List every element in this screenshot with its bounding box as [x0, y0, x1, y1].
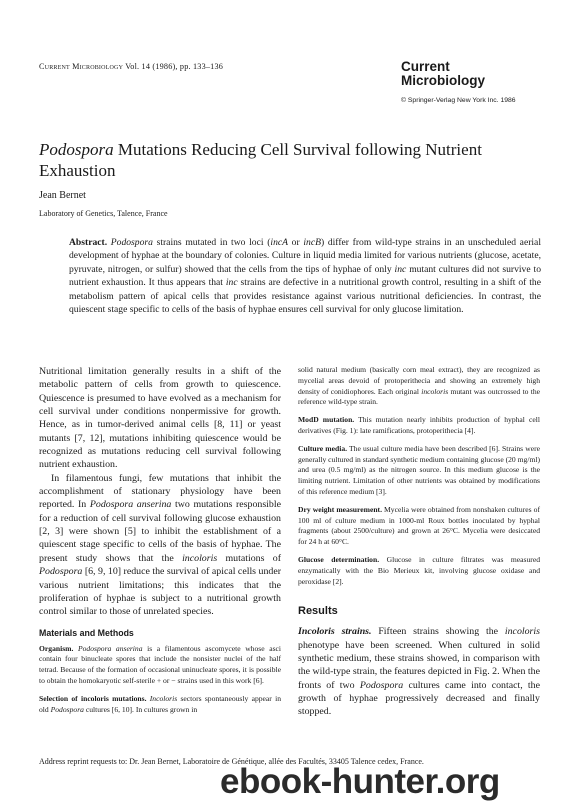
- selection-paragraph: [39, 694, 281, 716]
- intro-paragraph-2: [39, 472, 281, 619]
- text: solid natural medium (basically corn meal extract), they are recognized as mycelial areas devoid of protoperithecia and showing an extremely high density of conidiophores. Each original: [298, 365, 540, 396]
- right-column: [298, 365, 540, 719]
- text: cultures [6, 10]. In cultures grown in: [83, 704, 198, 714]
- text: This mutation nearly inhibits production of hyphal cell derivatives (Fig. 1): late ramifications, protoperithecia [4].: [298, 415, 540, 435]
- culture-label: Culture media.: [298, 443, 348, 453]
- mutation-name: incoloris: [504, 626, 540, 638]
- left-column: [39, 365, 281, 715]
- abstract-incB: incB: [303, 237, 321, 248]
- genus-name: Podospora: [50, 704, 84, 714]
- culture-paragraph: [298, 444, 540, 498]
- logo-line-1: Current: [401, 59, 450, 74]
- title-rest: Mutations Reducing Cell Survival following Nutrient Exhaustion: [39, 140, 482, 180]
- modd-paragraph: [298, 415, 540, 437]
- abstract-text: ) differ from wild-type strains in an unscheduled aerial development of hyphae at the boundary of colonies. Culture in liquid media limited for various nutrients (glucose, acetate, pyruvate, nitrogen, or sulfur) showed that the cells from the tips of hyphae of only: [69, 237, 541, 275]
- text: Fifteen strains showing the: [371, 626, 505, 638]
- glucose-paragraph: [298, 555, 540, 587]
- text: cultures came into contact, the growth of hyphae progressively decreased and finally stopped.: [298, 679, 540, 718]
- methods-heading: Materials and Methods: [39, 627, 134, 638]
- text: Glucose in culture filtrates was measured enzymatically with the Bio Merieux kit, involving glucose oxidase and peroxidase [2].: [298, 554, 540, 586]
- incoloris-label: Incoloris strains.: [298, 626, 372, 638]
- text: two mutations responsible for a reduction of cell survival following glucose exhaustion [2, 3] were shown [5] to inhibit the establishment of a quiescent stage specific to cells of the basis of hyphae. The present study shows that the: [39, 499, 281, 564]
- mutation-name: incoloris: [182, 552, 218, 564]
- journal-logo: [401, 60, 485, 88]
- abstract-text: strains mutated in two loci (: [152, 237, 271, 248]
- dry-weight-paragraph: [298, 505, 540, 548]
- text: phenotype have been screened. When cultured in solid synthetic medium, these strains showed, in comparison with the wild-type strain, the features depicted in Fig. 2. When the fronts of two: [298, 639, 540, 691]
- journal-volume-pages: Vol. 14 (1986), pp. 133–136: [125, 62, 224, 71]
- text: The usual culture media have been described [6]. Strains were generally cultured in standard synthetic medium containing glucose (20 mg/ml) and urea (0.5 mg/ml) as the nitrogen source. In this medium glucose is the limiting nutrient. Limitation of other nutrients was obtained by modifications of this reference medium [3].: [298, 443, 541, 496]
- dry-weight-label: Dry weight measurement.: [298, 504, 382, 514]
- journal-name: Current Microbiology: [39, 62, 124, 71]
- abstract-label: Abstract.: [69, 237, 108, 248]
- abstract-incA: incA: [270, 237, 288, 248]
- title-genus: Podospora: [39, 140, 114, 159]
- text: sectors spontaneously appear in old: [39, 693, 281, 714]
- selection-label: Selection of incoloris mutations.: [39, 693, 147, 703]
- species-name: Podospora anserina: [78, 643, 143, 653]
- copyright: © Springer-Verlag New York Inc. 1986: [401, 97, 516, 104]
- abstract: [69, 236, 541, 316]
- watermark: ebook-hunter.org: [220, 762, 500, 801]
- results-paragraph: [298, 625, 540, 718]
- modd-label: ModD mutation.: [298, 415, 355, 425]
- text: Mycelia were obtained from nonshaken cultures of 100 ml of culture medium in 1000-ml Roux bottles inoculated by hyphal fragments (about 2500/culture) and grown at 26°C. Mycelia were desiccated for 24 h at 60°C.: [298, 504, 540, 547]
- author: Jean Bernet: [39, 190, 86, 201]
- journal-citation: [39, 62, 223, 71]
- results-heading: Results: [298, 605, 338, 618]
- genus-name: Podospora: [39, 566, 83, 578]
- logo-line-2: Microbiology: [401, 73, 485, 88]
- text: is a filamentous ascomycete whose asci contain four binucleate spores that include the nonsister nuclei of the half tetrad. Because of the formation of occasional uninucleate spores, it is possible to obtain the homokaryotic self-sterile + or − strains used in this work [6].: [39, 643, 282, 685]
- abstract-genus: Podospora: [110, 237, 153, 248]
- organism-paragraph: [39, 644, 281, 687]
- genus-name: Podospora: [359, 679, 404, 691]
- intro-paragraph-1: Nutritional limitation generally results in a shift of the metabolic pattern of cells from growth to quiescence. Quiescence is presumed to have evolved as a mechanism for cell survival under conditions nonpermissive for growth. Hence, as in tumor-derived animal cells [8, 11] or yeast mutants [7, 12], mutations inhibiting quiescence would be recognized as mutations reducing cell survival following nutrient exhaustion.: [39, 366, 281, 471]
- abstract-text: or: [288, 237, 304, 248]
- footnote-address: Address reprint requests to: Dr. Jean Bernet, Laboratoire de Génétique, allée des Facultés, 33405 Talence cedex, France.: [39, 757, 424, 766]
- text: [6, 9, 10] reduce the survival of apical cells under various nutrient limitations; this indicates that the proliferation of hyphae is subject to a nutritional growth control similar to those of unrelated species.: [39, 566, 281, 618]
- article-title: [39, 139, 539, 181]
- affiliation: Laboratory of Genetics, Talence, France: [39, 209, 168, 218]
- continued-paragraph: [298, 365, 540, 408]
- abstract-inc: inc: [394, 263, 407, 275]
- mutation-name: Incoloris: [149, 693, 178, 703]
- glucose-label: Glucose determination.: [298, 554, 380, 564]
- text: In filamentous fungi, few mutations that inhibit the accomplishment of stationary physiology have been reported. In: [39, 472, 281, 511]
- mutation-name: incoloris: [421, 386, 449, 396]
- text: mutant was outcrossed to the reference wild-type strain.: [298, 386, 540, 407]
- species-name: Podospora anserina: [89, 499, 172, 511]
- abstract-text: strains are defective in a nutritional growth control, resulting in a shift of the metabolism pattern of apical cells that provides resistance against various nutritional deficiencies. In contrast, the quiescent stage specific to cells of the basis of hyphae ensures cell survival for only glucose limitation.: [69, 277, 541, 316]
- organism-label: Organism.: [39, 643, 74, 653]
- abstract-inc: inc: [225, 277, 238, 289]
- text: mutations of: [217, 552, 281, 564]
- abstract-text: mutant cultures did not survive to nutrient exhaustion. It thus appears that: [69, 263, 541, 289]
